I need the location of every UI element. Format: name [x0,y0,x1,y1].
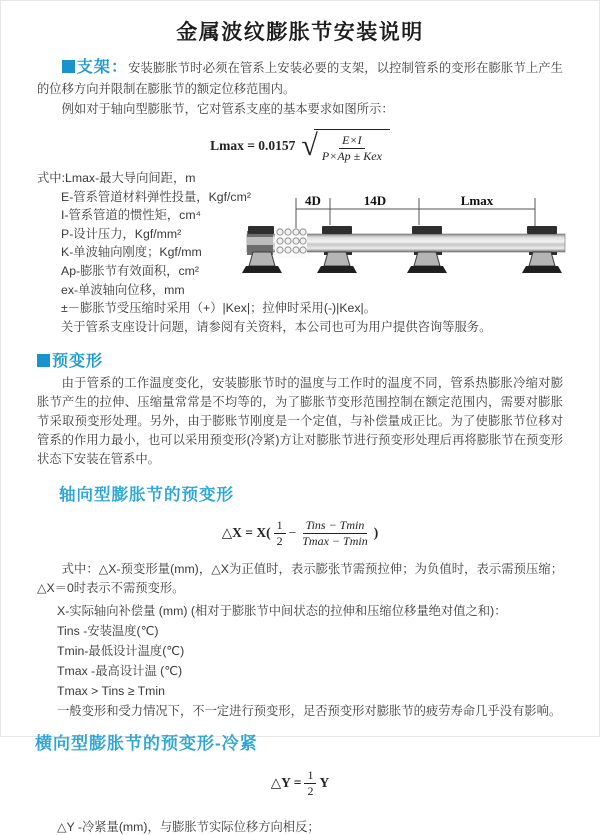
formula-ax-rhs: ) [373,525,379,541]
formula-ax-temp-fraction [299,518,370,548]
axial-definition-item: 一般变形和受力情况下，不一定进行预变形，足否预变形对膨胀节的疲劳寿命几乎没有影响。 [57,704,562,719]
formula-ay-half-num: 1 [304,768,316,783]
axial-definition-item: Tmax > Tins ≥ Tmin [57,684,165,699]
axial-definition-item: X-实际轴向补偿量 (mm) (相对于膨胀节中间状态的拉伸和压缩位移量绝对值之和)： [57,604,507,619]
support-example-text: 例如对于轴向型膨胀节，它对管系支座的基本要求如图所示： [61,102,394,116]
axial-note-text: 式中：△X-预变形量(mm)，△X为正值时，表示膨张节需预拉伸；为负值时，表示需预压缩；△X＝0时表示不需预变形。 [37,562,563,596]
definition-item: Ap-膨胀节有效面积，cm² [61,263,199,278]
support-section-title: 支架： [76,59,129,76]
predeform-section-header [37,348,599,371]
axial-definition-item: Tmax -最高设计温 (℃) [57,664,183,679]
axial-subsection-title: 轴向型膨胀节的预变形 [59,486,234,505]
definition-item: P-设计压力，Kgf/mm² [61,226,182,241]
sqrt-content [314,129,390,163]
definition-item: 关于管系支座设计问题，请参阅有关资料，本公司也可为用户提供咨询等服务。 [61,319,492,334]
formula-ay-lhs: △Y = [270,775,302,791]
dim-label-lmax: Lmax [460,193,494,208]
formula-lmax-lhs: Lmax = 0.0157 [210,138,296,153]
section-bullet-icon [37,354,50,367]
definition-item: E-管系管道材料弹性投量，Kgf/cm² [61,189,251,204]
lateral-note-text: △Y -冷紧量(mm)，与膨胀节实际位移方向相反； [57,820,320,835]
definition-item: ex-单波轴向位移，mm [61,282,185,297]
axial-definition-item: Tmin-最低设计温度(℃) [57,644,185,659]
formula-ax-temp-den: Tmax − Tmin [302,533,368,548]
formula-axial-predeform [1,515,599,551]
section-bullet-icon [62,60,75,73]
pipe-support-diagram [245,193,593,285]
support-intro-paragraph [37,57,563,100]
formula-ax-temp-num: Tins − Tmin [303,518,368,533]
axial-definition-item: Tins -安装温度(℃) [57,624,159,639]
formula-lateral-coldpull [1,766,599,800]
formula-ay-half-den: 2 [307,783,314,798]
predeform-section-title: 预变形 [52,353,104,371]
definition-item: I-管系管道的惯性矩，cm⁴ [61,208,201,223]
dim-label-14d: 14D [363,193,387,208]
predeform-body-text: 由于管系的工作温度变化，安装膨胀节时的温度与工作时的温度不同，管系热膨胀冷缩对膨胀节产生的拉伸、压缩量常常是不均等的，为了膨胀节变形范围控制在额定范围内，需要对膨胀节采取预变形处理。另外，由于膨账节刚度是一个定值，与补偿量成正比。为了使膨胀节位移对管系的作用力最小，也可以采用预变形(冷紧)方让对膨胀节进行预变形处理后再将膨胀节在预变形状态下安装在管系中。 [37,376,563,467]
formula-ay-rhs: Y [319,775,330,791]
formula-lmax-numerator: E×I [339,133,364,148]
definition-item: 式中:Lmax-最大导向间距，m [37,171,196,185]
lateral-subsection-title: 横向型膨胀节的预变形-冷紧 [35,734,258,754]
page-title: 金属波纹膨胀节安装说明 [176,21,424,44]
definition-item: K-单波轴向刚度；Kgf/mm [61,245,202,260]
sqrt-radical-icon: √ [301,129,318,162]
formula-ax-half-den: 2 [276,533,283,548]
axial-definitions-list [57,601,599,721]
formula-lmax-fraction [319,133,385,163]
dim-label-4d: 4D [305,193,321,208]
axial-subsection-header [59,481,599,505]
bellows [275,228,307,258]
formula-ax-half-num: 1 [274,518,286,533]
formula-lmax-denominator: P×Ap ± Kex [321,148,382,163]
definition-item: ±－膨胀节受压缩时采用（+）|Kex|；拉伸时采用(-)|Kex|。 [61,301,377,316]
formula-ay-half-fraction [304,768,316,798]
formula-ax-half-fraction [274,518,286,548]
lateral-subsection-header [35,729,599,754]
formula-ax-minus: − [288,525,297,541]
support-intro-text: 安装膨胀节时必须在管系上安装必要的支架，以控制管系的变形在膨胀节上产生的位移方向并限制在膨胀节的额定位移范围内。 [37,61,563,96]
formula-lmax [1,127,599,165]
formula-ax-lhs: △X = X( [221,525,271,541]
